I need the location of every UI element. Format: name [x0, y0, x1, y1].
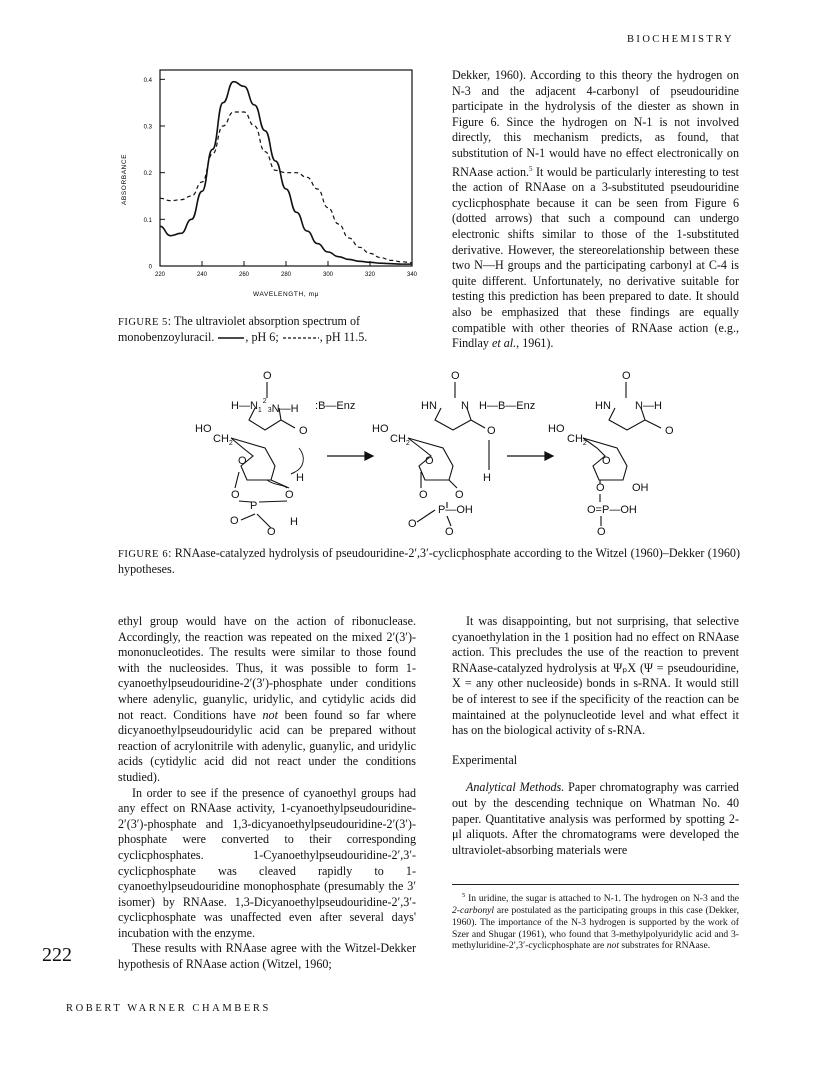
- s2-enzyme-label: H—B—Enz: [479, 400, 536, 412]
- figure-5-caption: FIGURE 5: The ultraviolet absorption spectrum of monobenzoyluracil. , pH 6; , pH 11.5.: [118, 314, 368, 345]
- s1-enzyme-label: :B—Enz: [315, 400, 356, 412]
- y-tick-label: 0.3: [143, 124, 152, 131]
- s1-o2-label: O: [231, 489, 240, 501]
- x-tick-label: 240: [196, 272, 208, 278]
- right-column-bottom-text: It was disappointing, but not surprising, that selective cyanoethylation in the 1 position had no effect on RNAase action. This precludes the use of the reaction to prevent RNAase-catalyzed hydrolysis at ΨₚX (Ψ = pseudouridine, X = any other nucleoside) bonds in s-RNA. It would still be of interest to see if the specificity of the reaction can be maintained at the polynucleotide level and what effect it has on the biological activity of s-RNA. Experimental Analytical Methods. Paper chromatography was carried out by the descending technique on Whatman No. 40 paper. Quantitative analysis was performed by spotting 2-μl aliquots. After the chromatograms were developed the ultraviolet-absorbing materials were: [452, 614, 739, 857]
- s3-ring-o: O: [602, 455, 611, 467]
- s1-n1h-label: $H—N_1^2_3N—H$: [231, 398, 299, 415]
- s1-ring-o: O: [238, 455, 247, 467]
- s2-ch2-label: $CH_2$: [390, 433, 410, 447]
- y-tick-label: 0: [148, 264, 152, 271]
- figure-5-label: FIGURE 5: [118, 317, 168, 328]
- page-number: 222: [42, 944, 72, 966]
- s2-o3-label: O: [455, 489, 464, 501]
- section-heading-experimental: Experimental: [452, 752, 518, 767]
- y-tick-label: 0.2: [143, 171, 152, 178]
- x-tick-label: 300: [322, 272, 334, 278]
- figure-6-label: FIGURE 6: [118, 549, 169, 560]
- x-tick-label: 260: [238, 272, 250, 278]
- s3-c4-o: O: [665, 425, 674, 437]
- s2-hn-label: HN: [421, 400, 437, 412]
- right-column-top-text: Dekker, 1960). According to this theory the hydrogen on N-3 and the adjacent 4-carbonyl of pseudouridine participate in the hydrolysis of the diester as shown in Figure 6. Since the hydrogen on N-1 is not involved directly, this mechanism predicts, as found, that substitution of N-1 would have no effect electronically on RNAase action.$^5$ It would be particularly interesting to test the action of RNAase on a 3-substituted pseudouridine cyclicphosphate because it can be seen from Figure 6 (dotted arrows) that such a compound can undergo electronic shifts similar to those of the 1-substituted derivative. However, the stereorelationship between these two N—H groups and the participating carbonyl at C-4 is quite different. Unfortunately, no derivative suitable for testing this prediction has been prepared to date. It should also be emphasized that these findings are equally compatible with other theories of RNAase action (e.g., Findlay et al., 1961).: [452, 68, 739, 351]
- x-tick-label: 220: [154, 272, 166, 278]
- s1-ho-label: HO: [195, 423, 212, 435]
- footnote-rule: [452, 884, 739, 885]
- s1-h-label: H: [296, 472, 304, 484]
- s1-o3-label: O: [285, 489, 294, 501]
- s2-h-label: H: [483, 472, 491, 484]
- s2-o-label: O: [408, 518, 417, 530]
- figure-6-caption: FIGURE 6: RNAase-catalyzed hydrolysis of pseudouridine-2′,3′-cyclicphosphate according to the Witzel (1960)–Dekker (1960) hypotheses.: [118, 546, 740, 577]
- x-tick-label: 340: [406, 272, 418, 278]
- x-tick-label: 280: [280, 272, 292, 278]
- y-tick-label: 0.1: [143, 217, 152, 224]
- s1-c4-o: O: [299, 425, 308, 437]
- x-axis-label: WAVELENGTH, mμ: [253, 291, 319, 298]
- s3-o-label: O: [596, 482, 605, 494]
- s3-ominus: O: [597, 526, 606, 538]
- reaction-arrows: [327, 452, 553, 460]
- s1-p-label: P: [250, 500, 258, 512]
- paragraph-witzel-dekker: These results with RNAase agree with the Witzel-Dekker hypothesis of RNAase action (Witzel, 1960;: [118, 941, 416, 972]
- s2-poh-label: P—OH: [438, 504, 473, 516]
- left-column-text: ethyl group would have on the action of ribonuclease. Accordingly, the reaction was repeated on the mixed 2′(3′)-mononucleotides. The results were similar to those found with the nucleosides. Thus, it was possible to form 1-cyanoethylpseudouridine-2′(3′)-phosphate under conditions where adenylic, guanylic, uridylic, and cytidylic acids did not react. Conditions have not been found so far where dicyanoethylpseudouridylic acid can be prepared without reaction of acrylonitrile with adenylic, guanylic, and uridylic acids (cytidylic acid did not react under the conditions studied). In order to see if the presence of cyanoethyl groups had any effect on RNAase activity, 1-cyanoethylpseudouridine-2′(3′)-phosphate and 1,3-dicyanoethylpseudouridine-2′(3′)-phosphate were converted to their corresponding cyclicphosphates. 1-Cyanoethylpseudouridine-2′,3′-cyclicphosphate was cleaved rapidly to 1-cyanoethylpseudouridine monophosphate (presumably the 3′ isomer) by RNAase. 1,3-Dicyanoethylpseudouridine-2′,3′-cyclicphosphate was unaffected even after several days' incubation with the enzyme. These results with RNAase agree with the Witzel-Dekker hypothesis of RNAase action (Witzel, 1960;: [118, 614, 416, 972]
- s1-carbonyl-o: O: [263, 370, 272, 382]
- s1-o-label: O: [230, 515, 239, 527]
- s3-oh-label: OH: [632, 482, 649, 494]
- running-header: BIOCHEMISTRY: [627, 34, 734, 45]
- s3-opoh-label: O=P—OH: [587, 504, 637, 516]
- legend-solid-swatch: [217, 335, 245, 341]
- y-ticks: [144, 78, 165, 271]
- x-tick-label: 320: [364, 272, 376, 278]
- running-footer: ROBERT WARNER CHAMBERS: [66, 1003, 271, 1014]
- plot-frame: [160, 70, 412, 266]
- s1-ch2-label: $CH_2$: [213, 433, 233, 447]
- y-tick-label: 0.4: [143, 77, 152, 84]
- s2-n-label: N: [461, 400, 469, 412]
- s3-hn-label: HN: [595, 400, 611, 412]
- s1-ominus: O: [267, 526, 276, 538]
- s2-ring-o: O: [425, 455, 434, 467]
- figure-5-chart: [110, 60, 430, 310]
- paragraph-disappointing: It was disappointing, but not surprising, that selective cyanoethylation in the 1 position had no effect on RNAase action. This precludes the use of the reaction to prevent RNAase-catalyzed hydrolysis at ΨₚX (Ψ = pseudouridine, X = any other nucleoside) bonds in s-RNA. It would still be of interest to see if the specificity of the reaction can be maintained at the polynucleotide level and what effect it has on the biological activity of s-RNA.: [452, 614, 739, 738]
- s1-oh-h: H: [290, 516, 298, 528]
- s2-o2-label: O: [419, 489, 428, 501]
- series-ph6-line: [160, 82, 412, 264]
- paragraph-cyanoethyl: In order to see if the presence of cyanoethyl groups had any effect on RNAase activity, 1-cyanoethylpseudouridine-2′(3′)-phosphate and 1,3-dicyanoethylpseudouridine-2′(3′)-phosphate were converted to their corresponding cyclicphosphates. 1-Cyanoethylpseudouridine-2′,3′-cyclicphosphate was cleaved rapidly to 1-cyanoethylpseudouridine monophosphate (presumably the 3′ isomer) by RNAase. 1,3-Dicyanoethylpseudouridine-2′,3′-cyclicphosphate was unaffected even after several days' incubation with the enzyme.: [118, 785, 416, 940]
- series-ph11-line: [160, 112, 412, 263]
- y-axis-label: ABSORBANCE: [121, 153, 128, 205]
- s3-carbonyl-o: O: [622, 370, 631, 382]
- s2-carbonyl-o: O: [451, 370, 460, 382]
- legend-dashed-swatch: [282, 335, 320, 341]
- figure-6-scheme: [195, 368, 715, 540]
- s2-ominus: O: [445, 526, 454, 538]
- footnote-5: $^5$ In uridine, the sugar is attached to N-1. The hydrogen on N-3 and the 2-carbonyl are postulated as the participating groups in this case (Dekker, 1960). The importance of the N-3 hydrogen is supported by the work of Szer and Shugar (1961), who found that 3-methylpolyuridylic acid and 3-methyluridine-2′,3′-cyclicphosphate are not substrates for RNAase.: [452, 892, 739, 952]
- s2-c4-o: O: [487, 425, 496, 437]
- s3-nh-label: N—H: [635, 400, 662, 412]
- s3-ch2-label: $CH_2$: [567, 433, 587, 447]
- s3-ho-label: HO: [548, 423, 565, 435]
- s2-ho-label: HO: [372, 423, 389, 435]
